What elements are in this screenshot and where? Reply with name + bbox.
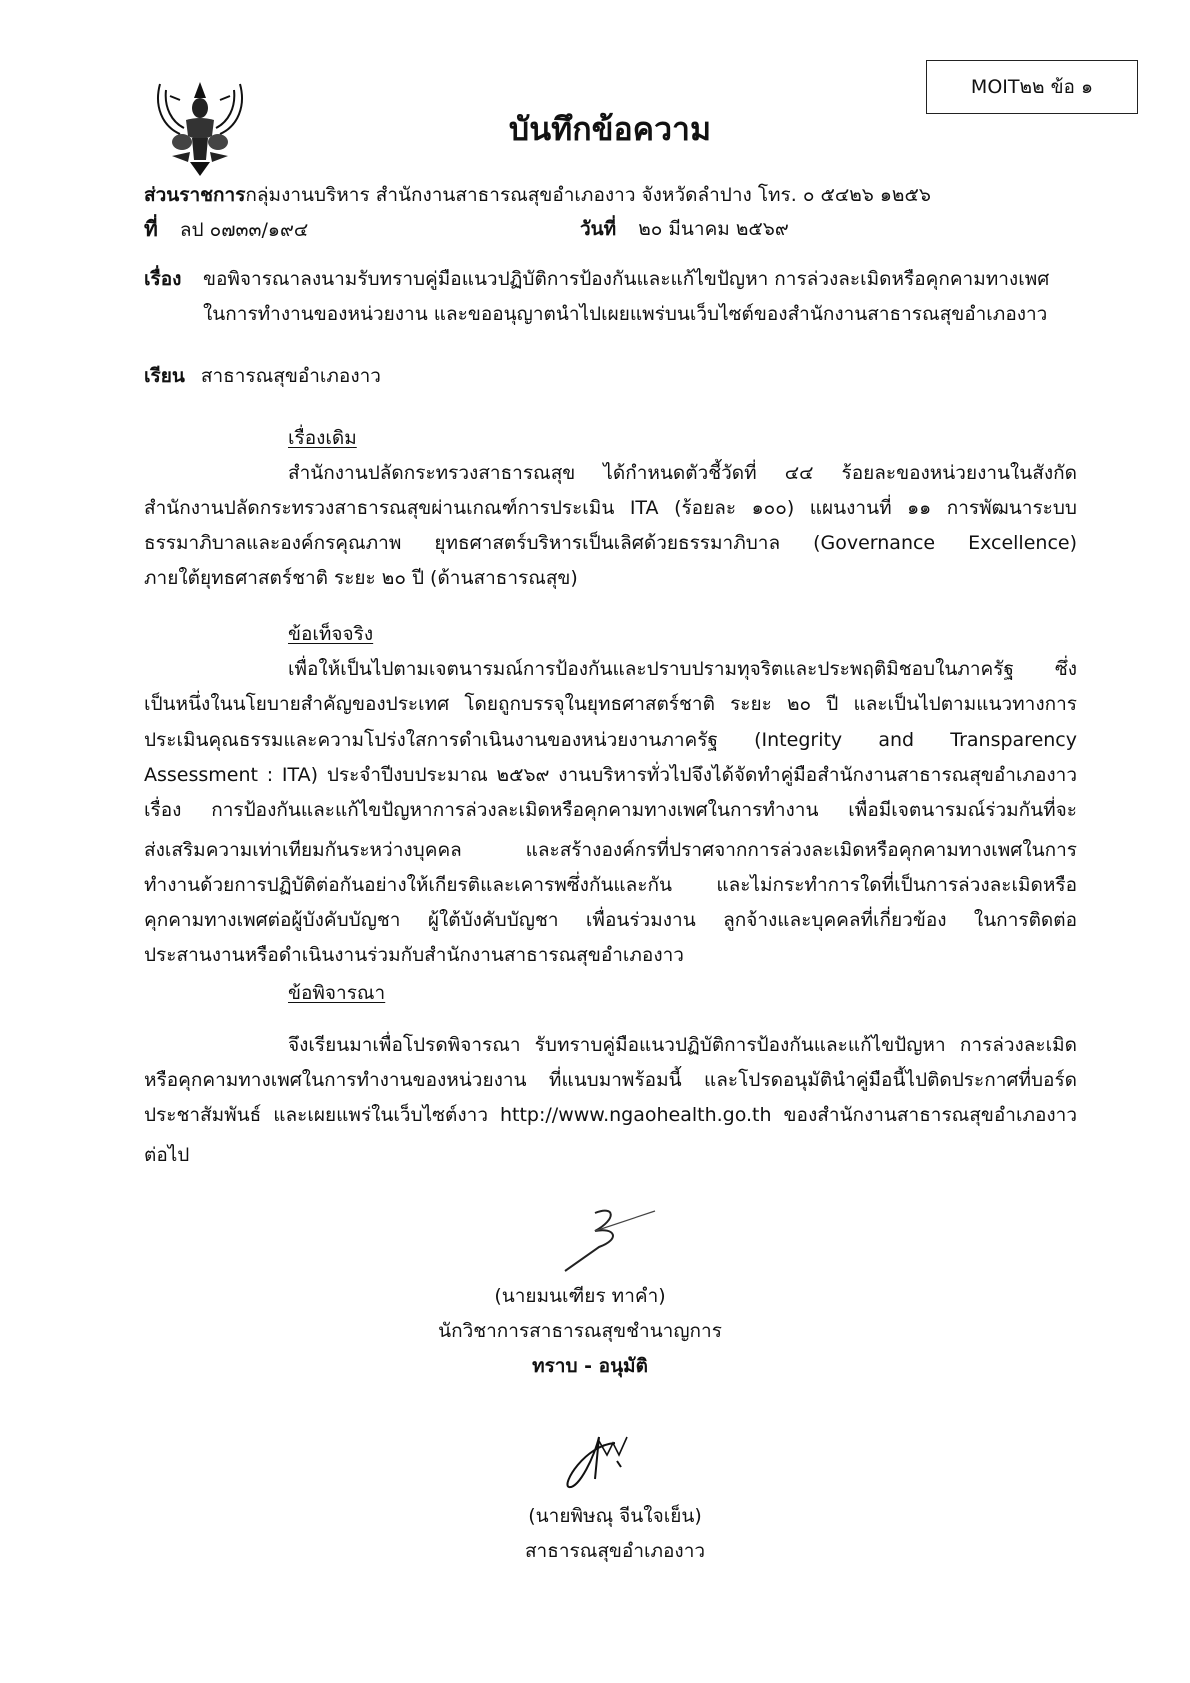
reference-box <box>926 60 1138 114</box>
to-value: สาธารณสุขอำเภองาว <box>200 365 381 387</box>
date-value: ๒๐ มีนาคม ๒๕๖๙ <box>638 218 789 240</box>
department-label: ส่วนราชการ <box>144 184 246 206</box>
body-line: สำนักงานปลัดกระทรวงสาธารณสุข ได้กำหนดตัวชี้วัดที่ ๔๔ ร้อยละของหน่วยงานในสังกัด <box>288 462 1077 484</box>
body-line: ธรรมาภิบาลและองค์กรคุณภาพ ยุทธศาสตร์บริหารเป็นเลิศด้วยธรรมาภิบาล (Governance Excellence) <box>144 532 1077 554</box>
body-line: จึงเรียนมาเพื่อโปรดพิจารณา รับทราบคู่มือแนวปฏิบัติการป้องกันและแก้ไขปัญหา การล่วงละเมิด <box>288 1034 1077 1056</box>
to-label: เรียน <box>144 365 185 387</box>
date-label: วันที่ <box>580 218 617 240</box>
body-line: เรื่อง การป้องกันและแก้ไขปัญหาการล่วงละเมิดหรือคุกคามทางเพศในการทำงาน เพื่อมีเจตนารมณ์ร่วมกันที่จะ <box>144 799 1077 821</box>
date-row <box>580 216 789 242</box>
reference-label: ที่ <box>144 217 158 241</box>
section-heading-facts: ข้อเท็จจริง <box>288 623 374 645</box>
department-row <box>144 182 931 208</box>
reference-row <box>144 216 308 243</box>
reference-code: MOIT๒๒ ข้อ ๑ <box>970 76 1094 98</box>
subject-line: ขอพิจารณาลงนามรับทราบคู่มือแนวปฏิบัติการป้องกันและแก้ไขปัญหา การล่วงละเมิดหรือคุกคามทางเพศ <box>203 268 1050 290</box>
reference-number: ลป ๐๗๓๓/๑๙๔ <box>179 219 309 241</box>
signer-1-position: นักวิชาการสาธารณสุขชำนาญการ <box>438 1320 722 1342</box>
body-line: เพื่อให้เป็นไปตามเจตนารมณ์การป้องกันและปราบปรามทุจริตและประพฤติมิชอบในภาครัฐ ซึ่ง <box>288 658 1077 680</box>
subject-line: ในการทำงานของหน่วยงาน และขออนุญาตนำไปเผยแพร่บนเว็บไซต์ของสำนักงานสาธารณสุขอำเภองาว <box>203 303 1048 325</box>
body-line: ส่งเสริมความเท่าเทียมกันระหว่างบุคคล และสร้างองค์กรที่ปราศจากการล่วงละเมิดหรือคุกคามทางเพศในการ <box>144 839 1077 861</box>
department-value: กลุ่มงานบริหาร สำนักงานสาธารณสุขอำเภองาว จังหวัดลำปาง โทร. ๐ ๕๔๒๖ ๑๒๕๖ <box>245 184 931 206</box>
section-heading-background: เรื่องเดิม <box>288 427 357 449</box>
section-heading-consideration: ข้อพิจารณา <box>288 982 386 1004</box>
subject-label: เรื่อง <box>144 268 182 290</box>
to-row <box>144 363 381 389</box>
body-line: สำนักงานปลัดกระทรวงสาธารณสุขผ่านเกณฑ์การประเมิน ITA (ร้อยละ ๑๐๐) แผนงานที่ ๑๑ การพัฒนาระบบ <box>144 497 1077 519</box>
signer-2-position: สาธารณสุขอำเภองาว <box>524 1540 706 1562</box>
body-line: ประสานงานหรือดำเนินงานร่วมกับสำนักงานสาธารณสุขอำเภองาว <box>144 944 684 966</box>
body-line: ต่อไป <box>144 1144 190 1166</box>
body-line: Assessment : ITA) ประจำปีงบประมาณ ๒๕๖๙ งานบริหารทั่วไปจึงได้จัดทำคู่มือสำนักงานสาธารณสุขอำเภองาว <box>144 764 1077 786</box>
signer-1-name: (นายมนเฑียร ทาคำ) <box>494 1285 666 1307</box>
page-title: บันทึกข้อความ <box>508 110 712 148</box>
body-line: ทำงานด้วยการปฏิบัติต่อกันอย่างให้เกียรติและเคารพซึ่งกันและกัน และไม่กระทำการใดที่เป็นการล่วงละเมิดหรือ <box>144 874 1077 896</box>
body-line: ประเมินคุณธรรมและความโปร่งใสการดำเนินงานของหน่วยงานภาครัฐ (Integrity and Transparency <box>144 729 1077 751</box>
body-line: เป็นหนึ่งในนโยบายสำคัญของประเทศ โดยถูกบรรจุในยุทธศาสตร์ชาติ ระยะ ๒๐ ปี และเป็นไปตามแนวทางการ <box>144 693 1077 715</box>
body-line: หรือคุกคามทางเพศในการทำงานของหน่วยงาน ที่แนบมาพร้อมนี้ และโปรดอนุมัตินำคู่มือนี้ไปติดประกาศที่บอร์ด <box>144 1069 1077 1091</box>
body-line: คุกคามทางเพศต่อผู้บังคับบัญชา ผู้ใต้บังคับบัญชา เพื่อนร่วมงาน ลูกจ้างและบุคคลที่เกี่ยวข้อง ในการติดต่อ <box>144 909 1077 931</box>
garuda-emblem-icon <box>150 76 250 178</box>
signature-2-icon <box>555 1425 645 1495</box>
body-line: ประชาสัมพันธ์ และเผยแพร่ในเว็บไซต์งาว http://www.ngaohealth.go.th ของสำนักงานสาธารณสุขอำเภองาว <box>144 1104 1077 1126</box>
body-line: ภายใต้ยุทธศาสตร์ชาติ ระยะ ๒๐ ปี (ด้านสาธารณสุข) <box>144 567 578 589</box>
approval-text: ทราบ - อนุมัติ <box>532 1355 648 1377</box>
signer-2-name: (นายพิษณุ จีนใจเย็น) <box>528 1505 702 1527</box>
signature-1-icon <box>555 1205 665 1275</box>
